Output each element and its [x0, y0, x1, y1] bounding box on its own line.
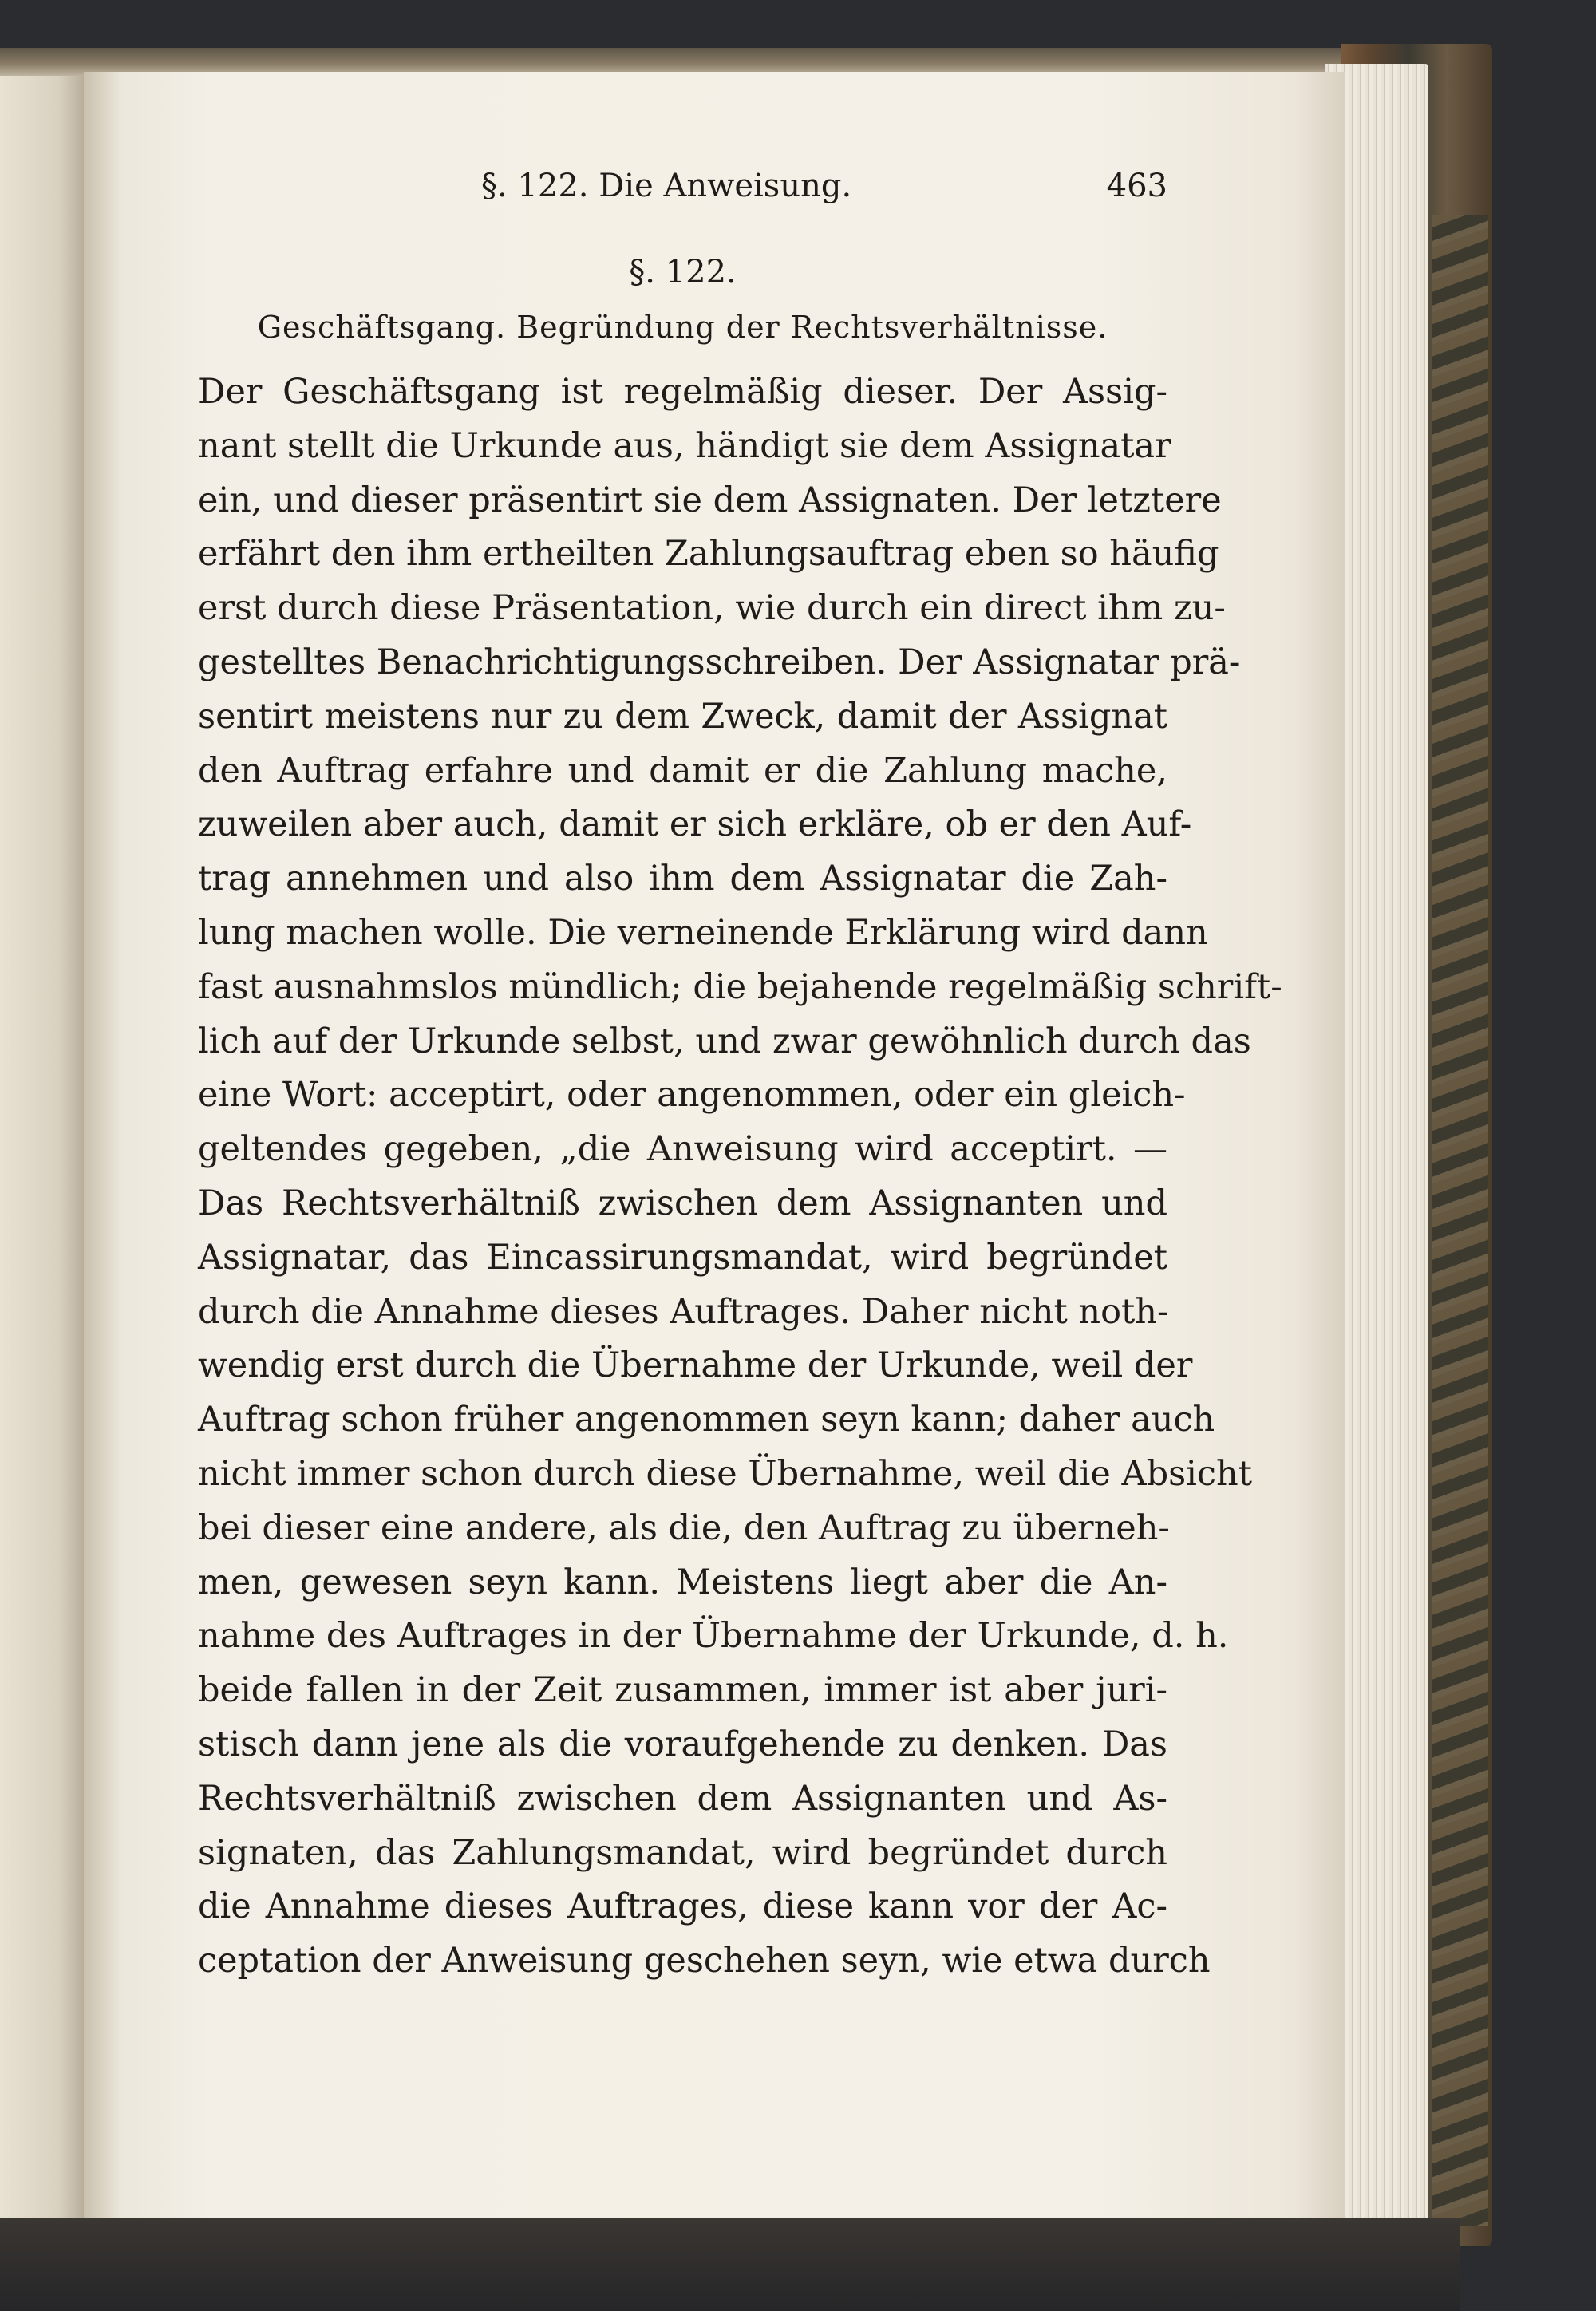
text-line: gestelltes Benachrichtigungsschreiben. Der Assignatar prä-: [198, 642, 1241, 682]
text-line: die Annahme dieses Auftrages, diese kann vor der Ac-: [198, 1886, 1167, 1927]
text-line: nicht immer schon durch diese Übernahme, weil die Absicht: [198, 1453, 1252, 1494]
text-line: eine Wort: acceptirt, oder angenommen, oder ein gleich-: [198, 1075, 1186, 1116]
text-line: ceptation der Anweisung geschehen seyn, wie etwa durch: [198, 1941, 1211, 1981]
section-title: Geschäftsgang. Begründung der Rechtsverhältnisse.: [257, 310, 1108, 345]
text-line: stisch dann jene als die voraufgehende zu denken. Das: [198, 1724, 1167, 1764]
text-line: lung machen wolle. Die verneinende Erklärung wird dann: [198, 912, 1208, 953]
body-text: [198, 365, 1282, 1989]
page-number: 463: [1106, 168, 1167, 204]
text-line: signaten, das Zahlungsmandat, wird begründet durch: [198, 1832, 1167, 1873]
text-line: Assignatar, das Eincassirungsmandat, wird begründet: [198, 1237, 1167, 1278]
text-line: nahme des Auftrages in der Übernahme der Urkunde, d. h.: [198, 1616, 1229, 1657]
bottom-shadow: [0, 2218, 1460, 2311]
text-line: beide fallen in der Zeit zusammen, immer ist aber juri-: [198, 1670, 1167, 1711]
running-head-title: §. 122. Die Anweisung.: [481, 168, 852, 204]
text-line: ein, und dieser präsentirt sie dem Assignaten. Der letztere: [198, 480, 1222, 520]
text-line: den Auftrag erfahre und damit er die Zahlung mache,: [198, 750, 1167, 791]
text-line: nant stellt die Urkunde aus, händigt sie dem Assignatar: [198, 425, 1171, 466]
text-line: wendig erst durch die Übernahme der Urkunde, weil der: [198, 1345, 1193, 1386]
text-line: trag annehmen und also ihm dem Assignatar die Zah-: [198, 859, 1167, 899]
text-line: erfährt den ihm ertheilten Zahlungsauftrag eben so häufig: [198, 534, 1219, 575]
facing-page-edge: [0, 76, 84, 2222]
text-line: durch die Annahme dieses Auftrages. Daher nicht noth-: [198, 1291, 1169, 1332]
running-head: [198, 168, 1167, 215]
text-line: Auftrag schon früher angenommen seyn kann; daher auch: [198, 1400, 1215, 1440]
text-line: bei dieser eine andere, als die, den Auftrag zu überneh-: [198, 1507, 1170, 1548]
text-line: lich auf der Urkunde selbst, und zwar gewöhnlich durch das: [198, 1021, 1251, 1061]
text-line: erst durch diese Präsentation, wie durch ein direct ihm zu-: [198, 588, 1226, 629]
text-line: Der Geschäftsgang ist regelmäßig dieser. Der Assig-: [198, 372, 1167, 412]
text-line: zuweilen aber auch, damit er sich erkläre, ob er den Auf-: [198, 804, 1192, 845]
text-line: Rechtsverhältniß zwischen dem Assignanten und As-: [198, 1778, 1167, 1819]
marbled-cover-edge: [1432, 215, 1488, 2226]
section-number: §. 122.: [629, 254, 737, 290]
text-line: Das Rechtsverhältniß zwischen dem Assignanten und: [198, 1183, 1167, 1223]
text-line: fast ausnahmslos mündlich; die bejahende regelmäßig schrift-: [198, 966, 1282, 1007]
text-line: sentirt meistens nur zu dem Zweck, damit der Assignat: [198, 696, 1167, 737]
text-line: geltendes gegeben, „die Anweisung wird acceptirt. —: [198, 1129, 1167, 1170]
text-line: men, gewesen seyn kann. Meistens liegt aber die An-: [198, 1562, 1167, 1602]
